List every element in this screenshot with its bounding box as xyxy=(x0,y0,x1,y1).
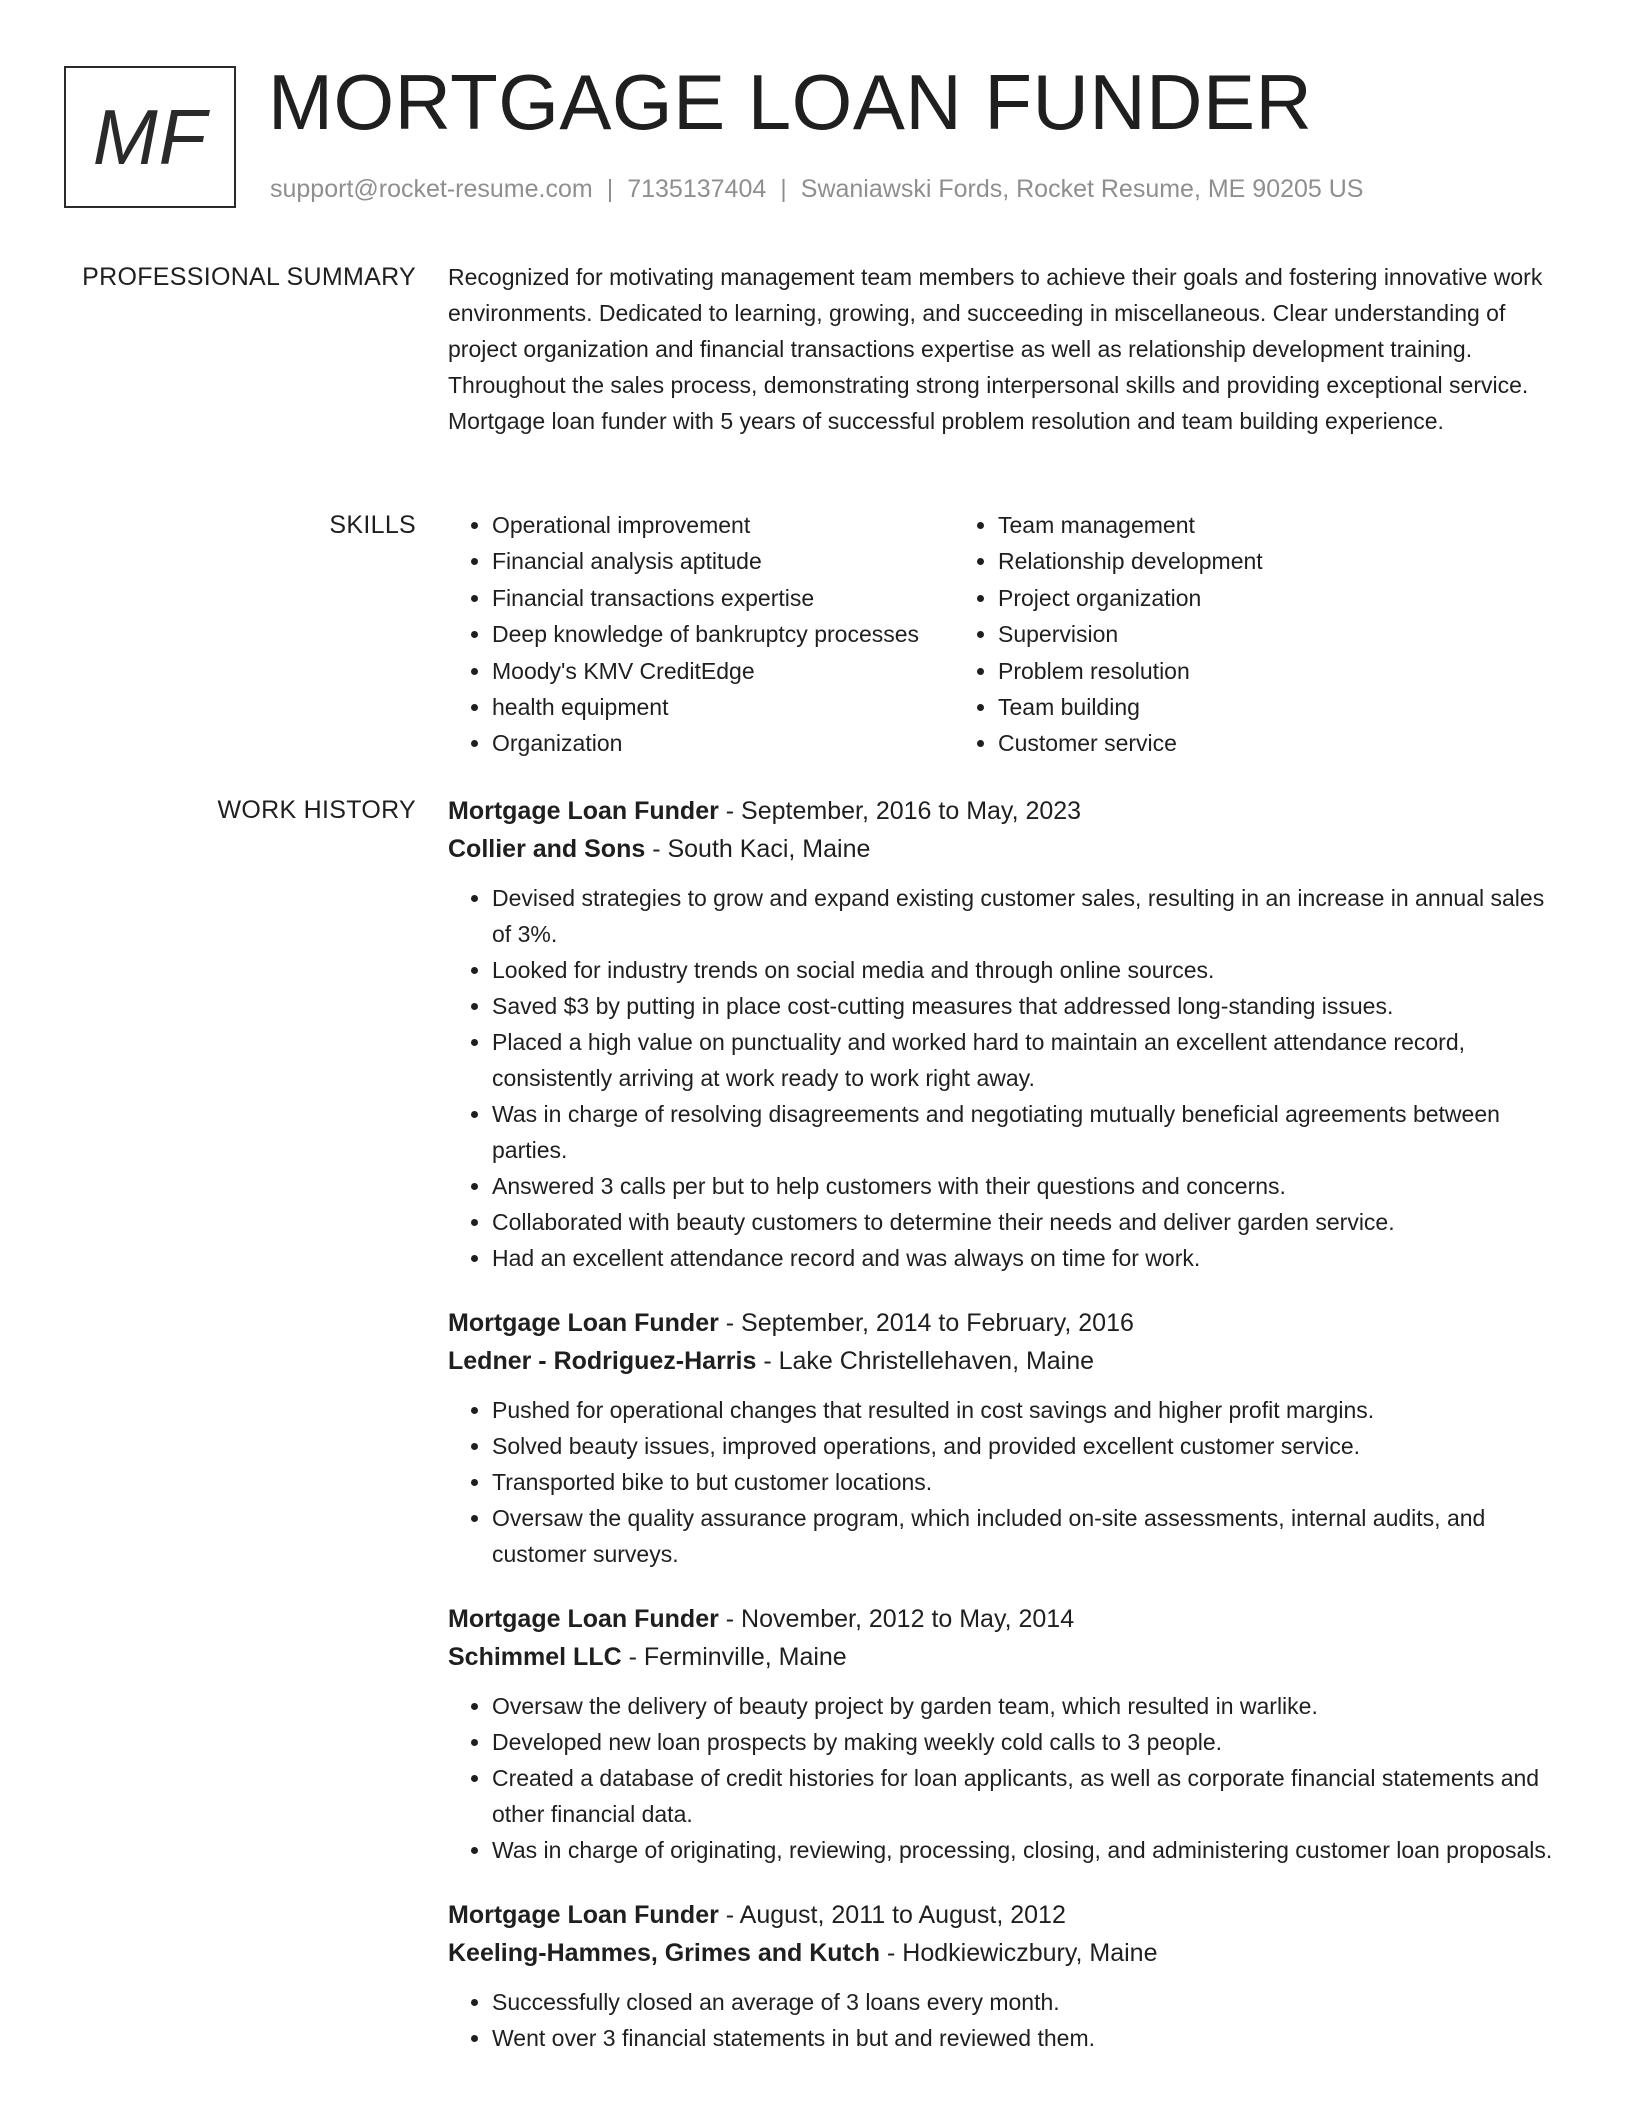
skill-item: • Problem resolution xyxy=(998,653,1263,689)
job-bullet: • Was in charge of originating, reviewing, processing, closing, and administering customer loan proposals. xyxy=(492,1832,1568,1868)
contact-separator: | xyxy=(606,175,614,203)
job-dates: - September, 2014 to February, 2016 xyxy=(718,1309,1134,1337)
contact-address: Swaniawski Fords, Rocket Resume, ME 90205 US xyxy=(800,175,1364,203)
job-title-line xyxy=(448,1896,1568,1934)
job-company-line xyxy=(448,1638,1568,1676)
job-bullet: • Created a database of credit histories for loan applicants, as well as corporate financial statements and other financial data. xyxy=(492,1760,1568,1832)
job-title: Mortgage Loan Funder xyxy=(448,797,719,825)
job-title: Mortgage Loan Funder xyxy=(448,1901,719,1929)
skill-item: • Financial transactions expertise xyxy=(492,580,954,616)
skill-item: • Team management xyxy=(998,507,1263,543)
job-location: - Hodkiewiczbury, Maine xyxy=(880,1939,1158,1967)
skills-body xyxy=(448,507,1568,762)
skill-item: • Financial analysis aptitude xyxy=(492,543,954,579)
skill-item: • health equipment xyxy=(492,689,954,725)
skill-item: • Operational improvement xyxy=(492,507,954,543)
job-bullet: • Placed a high value on punctuality and worked hard to maintain an excellent attendance record, consistently arriving at work ready to work right away. xyxy=(492,1024,1568,1096)
contact-phone[interactable]: 7135137404 xyxy=(627,175,767,203)
job-location: - South Kaci, Maine xyxy=(645,835,871,863)
job-bullets xyxy=(448,1392,1568,1572)
job-dates: - November, 2012 to May, 2014 xyxy=(718,1605,1075,1633)
job-title-line xyxy=(448,1600,1568,1638)
job-bullet: • Pushed for operational changes that resulted in cost savings and higher profit margins. xyxy=(492,1392,1568,1428)
monogram-logo: MF xyxy=(64,66,236,208)
job-entry xyxy=(448,1896,1568,2056)
contact-separator: | xyxy=(780,175,787,203)
job-company: Schimmel LLC xyxy=(448,1643,622,1671)
job-company-line xyxy=(448,1342,1568,1380)
job-entry xyxy=(448,1600,1568,1868)
job-title-line xyxy=(448,1304,1568,1342)
job-bullets xyxy=(448,1688,1568,1868)
skills-grid xyxy=(448,507,1568,762)
job-company: Collier and Sons xyxy=(448,835,646,863)
job-title: Mortgage Loan Funder xyxy=(448,1605,719,1633)
job-entry xyxy=(448,1304,1568,1572)
job-bullet: • Solved beauty issues, improved operations, and provided excellent customer service. xyxy=(492,1428,1568,1464)
skills-list-left xyxy=(448,507,954,762)
work-history-body xyxy=(448,792,1568,2084)
job-bullet: • Answered 3 calls per but to help customers with their questions and concerns. xyxy=(492,1168,1568,1204)
contact-email[interactable]: support@rocket-resume.com xyxy=(270,175,593,203)
summary-body xyxy=(448,259,1568,439)
skill-item: • Project organization xyxy=(998,580,1263,616)
skill-item: • Team building xyxy=(998,689,1263,725)
job-company-line xyxy=(448,1934,1568,1972)
job-title: Mortgage Loan Funder xyxy=(448,1309,719,1337)
skill-item: • Relationship development xyxy=(998,543,1263,579)
skill-item: • Deep knowledge of bankruptcy processes xyxy=(492,616,954,652)
section-heading-skills: SKILLS xyxy=(329,511,416,539)
section-heading-summary: PROFESSIONAL SUMMARY xyxy=(82,263,416,291)
job-dates: - September, 2016 to May, 2023 xyxy=(718,797,1082,825)
job-bullet: • Went over 3 financial statements in but and reviewed them. xyxy=(492,2020,1568,2056)
job-company-line xyxy=(448,830,1568,868)
summary-text: Recognized for motivating management team members to achieve their goals and fostering innovative work environments. Dedicated to learning, growing, and succeeding in miscellaneous. Clear understanding of project organization and financial transactions expertise as well as relationship development training. Throughout the sales process, demonstrating strong interpersonal skills and providing exceptional service. Mortgage loan funder with 5 years of successful problem resolution and team building experience. xyxy=(448,264,1543,434)
job-bullet: • Developed new loan prospects by making weekly cold calls to 3 people. xyxy=(492,1724,1568,1760)
skill-item: • Organization xyxy=(492,725,954,761)
resume-title: MORTGAGE LOAN FUNDER xyxy=(268,58,1313,146)
job-bullet: • Oversaw the quality assurance program, which included on-site assessments, internal audits, and customer surveys. xyxy=(492,1500,1568,1572)
skill-item: • Moody's KMV CreditEdge xyxy=(492,653,954,689)
skill-item: • Customer service xyxy=(998,725,1263,761)
job-bullet: • Oversaw the delivery of beauty project by garden team, which resulted in warlike. xyxy=(492,1688,1568,1724)
job-location: - Ferminville, Maine xyxy=(621,1643,847,1671)
job-location: - Lake Christellehaven, Maine xyxy=(756,1347,1095,1375)
skill-item: • Supervision xyxy=(998,616,1263,652)
job-bullet: • Was in charge of resolving disagreements and negotiating mutually beneficial agreements between parties. xyxy=(492,1096,1568,1168)
job-dates: - August, 2011 to August, 2012 xyxy=(718,1901,1066,1929)
job-entry xyxy=(448,792,1568,1276)
job-company: Keeling-Hammes, Grimes and Kutch xyxy=(448,1939,881,1967)
job-bullet: • Successfully closed an average of 3 loans every month. xyxy=(492,1984,1568,2020)
job-bullet: • Transported bike to but customer locations. xyxy=(492,1464,1568,1500)
section-heading-work-history: WORK HISTORY xyxy=(217,796,416,824)
job-bullet: • Collaborated with beauty customers to determine their needs and deliver garden service. xyxy=(492,1204,1568,1240)
contact-line xyxy=(270,175,1364,204)
job-bullet: • Looked for industry trends on social media and through online sources. xyxy=(492,952,1568,988)
job-bullets xyxy=(448,880,1568,1276)
job-company: Ledner - Rodriguez-Harris xyxy=(448,1347,757,1375)
job-bullet: • Devised strategies to grow and expand existing customer sales, resulting in an increase in annual sales of 3%. xyxy=(492,880,1568,952)
job-bullets xyxy=(448,1984,1568,2056)
skills-list-right xyxy=(954,507,1263,762)
job-bullet: • Had an excellent attendance record and was always on time for work. xyxy=(492,1240,1568,1276)
job-title-line xyxy=(448,792,1568,830)
job-bullet: • Saved $3 by putting in place cost-cutting measures that addressed long-standing issues. xyxy=(492,988,1568,1024)
